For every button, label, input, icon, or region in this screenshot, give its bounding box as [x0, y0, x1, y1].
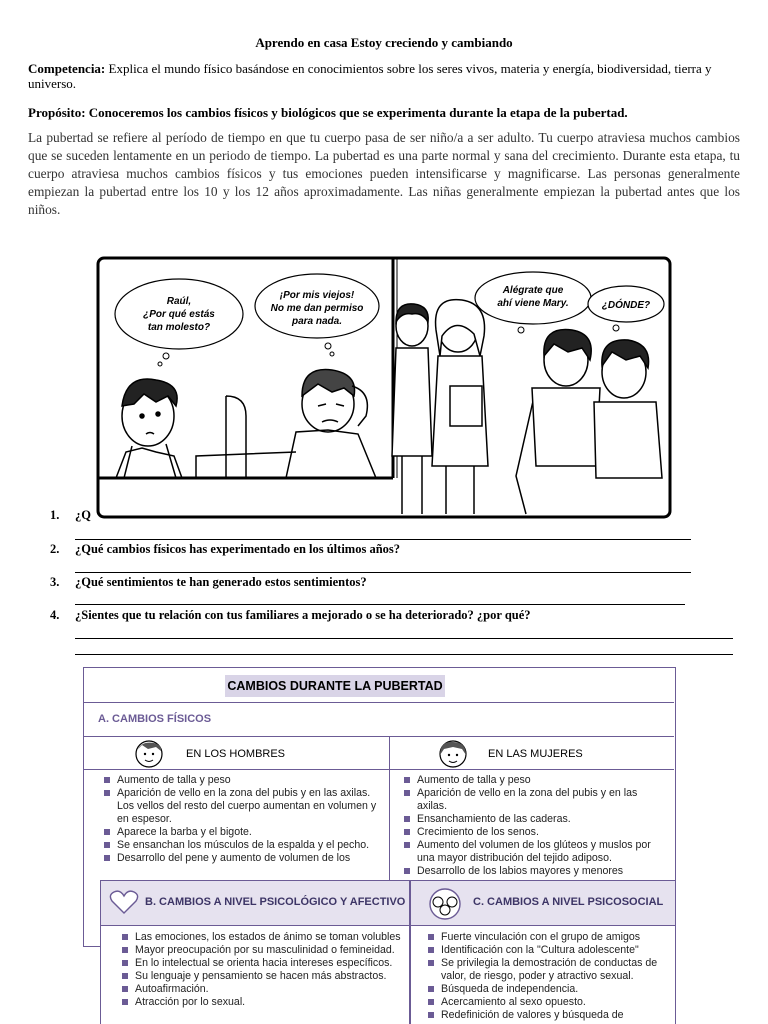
group-faces-icon: [425, 888, 465, 920]
men-header-label: EN LOS HOMBRES: [186, 748, 286, 760]
list-item: Se ensanchan los músculos de la espalda y el pecho.: [100, 839, 378, 852]
question-2-text: ¿Qué cambios físicos has experimentado en los últimos años?: [75, 542, 401, 556]
comic-illustration: [96, 256, 672, 519]
women-changes-list: [400, 774, 662, 878]
list-item: Identificación con la "Cultura adolescente": [423, 944, 669, 957]
bubble2-line1: ¡Por mis viejos!: [279, 290, 355, 301]
list-item: En lo intelectual se orienta hacia intereses específicos.: [117, 957, 402, 970]
question-3-number: 3.: [50, 575, 60, 589]
list-item: Las emociones, los estados de ánimo se toman volubles: [117, 931, 402, 944]
answer-line-4b[interactable]: [75, 654, 733, 655]
answer-line-2[interactable]: [75, 572, 691, 573]
proposito-paragraph: [28, 105, 740, 120]
question-1-number: 1.: [50, 508, 60, 522]
section-b-card: [100, 880, 410, 1024]
list-item: Fuerte vinculación con el grupo de amigos: [423, 931, 669, 944]
answer-line-3[interactable]: [75, 604, 685, 605]
bubble1-line2: ¿Por qué estás: [143, 309, 215, 320]
bubble2-line2: No me dan permiso: [270, 303, 364, 314]
list-item: Acercamiento al sexo opuesto.: [423, 996, 669, 1009]
heart-icon: [109, 889, 139, 915]
list-item: Su lenguaje y pensamiento se hacen más abstractos.: [117, 970, 402, 983]
list-item: Aparición de vello en la zona del pubis y en las axilas. Los vellos del resto del cuerpo aumentan en volumen y en espesor.: [100, 787, 378, 826]
proposito-label: Propósito:: [28, 105, 86, 120]
section-c-header: [411, 881, 675, 926]
list-item: Autoafirmación.: [117, 983, 402, 996]
women-header-label: EN LAS MUJERES: [488, 748, 583, 760]
bubble3-line2: ahí viene Mary.: [497, 298, 569, 309]
section-c-list: [423, 931, 669, 1022]
proposito-text: Conoceremos los cambios físicos y biológicos que se experimenta durante la etapa de la pubertad.: [85, 105, 628, 120]
men-column-header: [84, 737, 389, 770]
girl-face-icon: [436, 739, 470, 769]
list-item: Aparición de vello en la zona del pubis y en las axilas.: [400, 787, 662, 813]
table-title: CAMBIOS DURANTE LA PUBERTAD: [225, 675, 445, 697]
list-item: Se privilegia la demostración de conductas de valor, de riesgo, poder y atractivo sexual.: [423, 957, 669, 983]
competencia-text: Explica el mundo físico basándose en conocimientos sobre los seres vivos, materia y energía, biodiversidad, tierra y universo.: [28, 61, 712, 91]
question-2-number: 2.: [50, 542, 60, 556]
list-item: Aumento de talla y peso: [400, 774, 662, 787]
answer-line-4a[interactable]: [75, 638, 733, 639]
women-column-header: [390, 737, 674, 770]
list-item: Búsqueda de independencia.: [423, 983, 669, 996]
list-item: Crecimiento de los senos.: [400, 826, 662, 839]
section-a-heading: A. CAMBIOS FÍSICOS: [84, 703, 674, 737]
bubble3-line1: Alégrate que: [502, 285, 564, 296]
section-b-list: [117, 931, 402, 1009]
intro-paragraph: La pubertad se refiere al período de tiempo en que tu cuerpo pasa de ser niño/a a ser adulto. Tu cuerpo atraviesa muchos cambios que se suceden lentamente en un periodo de tiempo. La pubertad es una parte normal y sana del crecimiento. Durante esta etapa, tu cuerpo atraviesa muchos cambios físicos y tus emociones pueden intensificarse y magnificarse. Las personas generalmente empiezan la pubertad entre los 10 y los 12 años aproximadamente. Las niñas generalmente empiezan la pubertad antes que los niños.: [28, 130, 740, 217]
question-4-number: 4.: [50, 608, 60, 622]
answer-line-1[interactable]: [75, 539, 691, 540]
list-item: Redefinición de valores y búsqueda de: [423, 1009, 669, 1022]
comic-strip: [96, 256, 672, 519]
list-item: Ensanchamiento de las caderas.: [400, 813, 662, 826]
bubble4-line1: ¿DÓNDE?: [601, 300, 651, 311]
section-c-heading: C. CAMBIOS A NIVEL PSICOSOCIAL: [473, 896, 664, 908]
competencia-paragraph: [28, 61, 740, 91]
competencia-label: Competencia:: [28, 61, 106, 76]
question-1-text: ¿Q: [75, 508, 91, 522]
list-item: Aumento de talla y peso: [100, 774, 378, 787]
list-item: Atracción por lo sexual.: [117, 996, 402, 1009]
list-item: Mayor preocupación por su masculinidad o femineidad.: [117, 944, 402, 957]
table-title-row: [84, 668, 674, 703]
section-b-heading: B. CAMBIOS A NIVEL PSICOLÓGICO Y AFECTIVO: [145, 896, 406, 908]
section-b-header: [101, 881, 409, 926]
bubble1-line3: tan molesto?: [147, 322, 211, 333]
boy-face-icon: [132, 739, 166, 769]
men-changes-list: [100, 774, 378, 865]
list-item: Desarrollo del pene y aumento de volumen de los: [100, 852, 378, 865]
question-4-text: ¿Sientes que tu relación con tus familiares a mejorado o se ha deteriorado? ¿por qué?: [75, 608, 531, 622]
bubble1-line1: Raúl,: [166, 296, 192, 307]
page-title: Aprendo en casa Estoy creciendo y cambiando: [255, 35, 513, 50]
section-c-card: [410, 880, 676, 1024]
list-item: Aparece la barba y el bigote.: [100, 826, 378, 839]
list-item: Desarrollo de los labios mayores y menores: [400, 865, 662, 878]
bubble2-line3: para nada.: [291, 316, 343, 327]
question-3-text: ¿Qué sentimientos te han generado estos sentimientos?: [75, 575, 367, 589]
list-item: Aumento del volumen de los glúteos y muslos por una mayor distribución del tejido adiposo.: [400, 839, 662, 865]
